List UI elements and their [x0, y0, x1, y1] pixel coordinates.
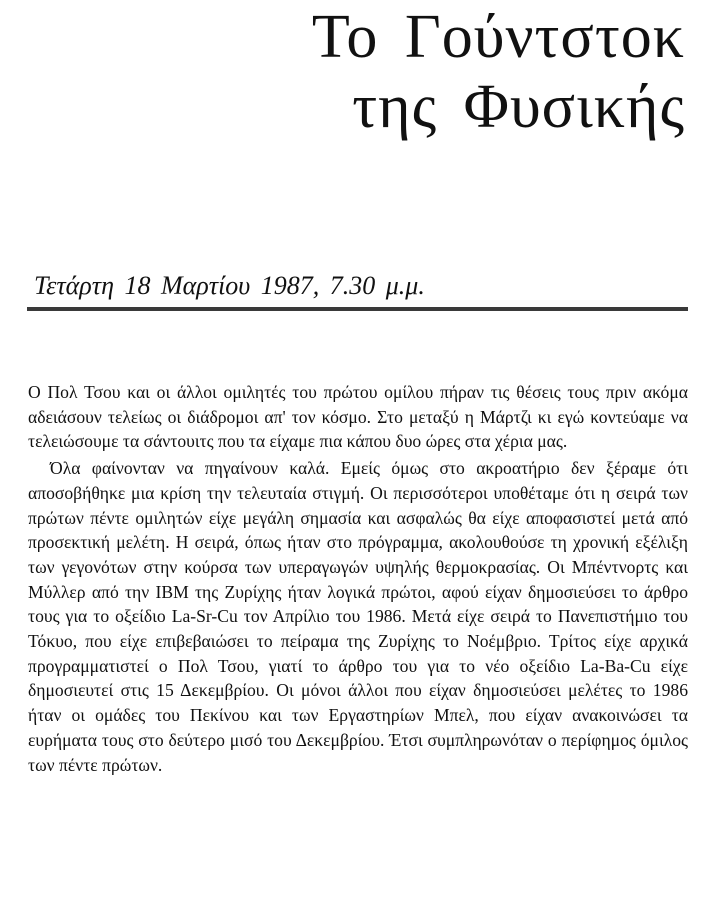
chapter-title-line-1: Το Γούντστοκ	[311, 3, 685, 71]
chapter-title	[312, 2, 685, 142]
paragraph: Όλα φαίνονταν να πηγαίνουν καλά. Εμείς όμως στο ακροατήριο δεν ξέραμε ότι αποσοβήθηκε μια κρίση την τελευταία στιγμή. Οι περισσότεροι υποθέταμε ότι η σειρά των πρώτων πέντε ομιλητών είχε μεγάλη σημασία και ασφαλώς θα είχε αποφασιστεί μετά από προσεκτική μελέτη. Η σειρά, όπως ήταν στο πρόγραμμα, ακολουθούσε τη χρονική εξέλιξη των γεγονότων στην κούρσα των υπεραγωγών υψηλής θερμοκρασίας. Οι Μπέντνορτς και Μύλλερ από την IBM της Ζυρίχης ήταν λογικά πρώτοι, αφού είχαν δημοσιεύσει το άρθρο τους για το οξείδιο La-Sr-Cu τον Απρίλιο του 1986. Μετά είχε σειρά το Πανεπιστήμιο του Τόκυο, που είχε επιβεβαιώσει το πείραμα της Ζυρίχης το Νοέμβριο. Τρίτος είχε αρχικά προγραμματιστεί ο Πολ Τσου, γιατί το άρθρο του για το νέο οξείδιο La-Ba-Cu είχε δημοσιευτεί στις 15 Δεκεμβρίου. Οι μόνοι άλλοι που είχαν δημοσιεύσει μελέτες το 1986 ήταν οι ομάδες του Πεκίνου και των Εργαστηρίων Μπελ, που είχαν ανακοινώσει τα ευρήματα τους στο δεύτερο μισό του Δεκεμβρίου. Έτσι συμπληρωνόταν ο περίφημος όμιλος των πέντε πρώτων.	[28, 458, 688, 775]
dateline: Τετάρτη 18 Μαρτίου 1987, 7.30 μ.μ.	[34, 271, 425, 300]
horizontal-rule	[27, 307, 688, 311]
body-text	[28, 380, 688, 777]
paragraph: Ο Πολ Τσου και οι άλλοι ομιλητές του πρώτου ομίλου πήραν τις θέσεις τους πριν ακόμα αδειάσουν τελείως οι διάδρομοι απ' τον κόσμο. Στο μεταξύ η Μάρτζι κι εγώ κοντεύαμε να τελειώσουμε τα σάντουιτς που τα είχαμε πια κάπου δυο ώρες στα χέρια μας.	[28, 382, 688, 452]
chapter-title-line-2: της Φυσικής	[352, 73, 685, 141]
